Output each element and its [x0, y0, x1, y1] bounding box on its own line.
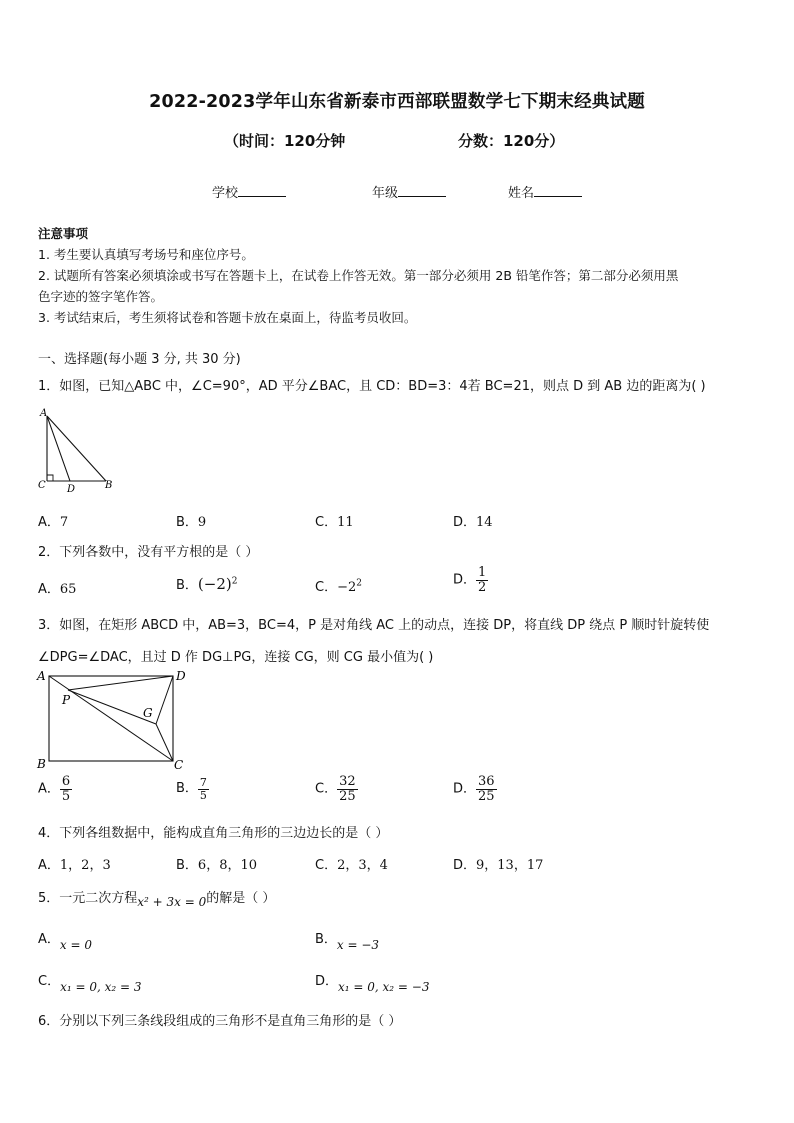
exam-title: 2022-2023学年山东省新泰市西部联盟数学七下期末经典试题	[149, 92, 645, 112]
option-value: 9	[197, 515, 207, 530]
option-value: 1，2，3	[59, 858, 111, 873]
option-value: 65	[59, 582, 77, 597]
exam-time: （时间：120分钟	[224, 132, 346, 150]
question-2-stem: 2．下列各数中，没有平方根的是（ ）	[38, 545, 259, 560]
fraction-denominator: 5	[61, 788, 71, 804]
q5-stem-pre: 5．一元二次方程	[38, 891, 138, 906]
name-field	[508, 182, 582, 201]
notes-heading: 注意事项	[38, 226, 89, 241]
option-label: A．	[38, 781, 60, 797]
name-blank[interactable]	[534, 183, 582, 197]
option-value: 14	[476, 515, 493, 530]
q1-label-b: B	[105, 480, 113, 491]
question-3-stem-line1: 3．如图，在矩形 ABCD 中，AB=3，BC=4，P 是对角线 AC 上的动点，连接 DP，将直线 DP 绕点 P 顺时针旋转使	[38, 618, 710, 633]
fraction-numerator: 1	[478, 565, 487, 580]
option-label: A．	[38, 515, 60, 530]
q1-option-d[interactable]	[453, 511, 493, 530]
q3-label-c: C	[174, 758, 184, 772]
q1-option-a[interactable]	[38, 511, 68, 530]
q4-option-b[interactable]	[176, 854, 257, 873]
q3-label-a: A	[37, 669, 46, 683]
option-label: A．	[38, 582, 60, 597]
grade-field	[372, 182, 446, 201]
option-label: C．	[38, 974, 61, 989]
fraction-denominator: 2	[478, 579, 487, 595]
fraction-denominator: 25	[478, 788, 495, 804]
notes-item: 3. 考试结束后，考生须将试卷和答题卡放在桌面上，待监考员收回。	[38, 310, 417, 325]
q3-option-c[interactable]	[315, 775, 358, 803]
option-value: 2，3，4	[337, 858, 388, 873]
option-label: D．	[453, 515, 477, 530]
q3-rectangle-figure	[34, 666, 194, 774]
option-label: C．	[315, 858, 338, 873]
q5-option-b[interactable]	[315, 928, 380, 952]
question-3-stem-line2: ∠DPG=∠DAC，且过 D 作 DG⊥PG，连接 CG，则 CG 最小值为( )	[38, 650, 434, 665]
option-fraction	[198, 777, 209, 801]
q4-option-d[interactable]	[453, 854, 543, 873]
q5-option-d[interactable]	[315, 970, 430, 994]
option-label: C．	[315, 781, 338, 797]
option-value: x = 0	[59, 938, 92, 952]
grade-label: 年级	[372, 186, 399, 201]
option-label: D．	[453, 858, 477, 873]
school-blank[interactable]	[238, 183, 286, 197]
q5-stem-post: 的解是（ ）	[206, 891, 276, 906]
notes-item: 1. 考生要认真填写考场号和座位序号。	[38, 247, 254, 262]
q5-equation: x² + 3x = 0	[137, 895, 207, 909]
option-value: 11	[337, 515, 354, 530]
notes-item: 2. 试题所有答案必须填涂或书写在答题卡上，在试卷上作答无效。第一部分必须用 2B 铅笔作答；第二部分必须用黑	[38, 268, 679, 283]
grade-blank[interactable]	[398, 183, 446, 197]
q2-option-a[interactable]	[38, 578, 76, 597]
fraction-denominator: 25	[339, 788, 356, 804]
option-exponent: 2	[356, 578, 362, 589]
q1-label-a: A	[40, 408, 48, 419]
q5-option-a[interactable]	[38, 928, 92, 952]
option-label: A．	[38, 858, 60, 873]
q4-option-a[interactable]	[38, 854, 111, 873]
question-5-stem	[38, 887, 276, 909]
q3-label-g: G	[143, 706, 153, 720]
school-field	[212, 182, 286, 201]
option-value: x = −3	[336, 938, 380, 952]
option-fraction	[476, 566, 488, 594]
q2-option-d[interactable]	[453, 566, 488, 594]
option-fraction	[337, 775, 358, 803]
q2-option-c[interactable]	[315, 576, 362, 595]
option-fraction	[60, 775, 72, 803]
option-exponent: 2	[231, 576, 238, 587]
option-value: 9，13，17	[476, 858, 544, 873]
q2-option-b[interactable]	[176, 574, 237, 593]
fraction-numerator: 7	[199, 776, 207, 789]
option-label: B．	[176, 781, 198, 797]
q1-label-d: D	[67, 484, 76, 495]
option-label: A．	[38, 932, 60, 947]
q3-option-d[interactable]	[453, 775, 497, 803]
option-label: B．	[315, 932, 337, 947]
option-label: D．	[453, 781, 477, 797]
q3-label-d: D	[176, 669, 186, 683]
q5-option-c[interactable]	[38, 970, 142, 994]
exam-score: 分数：120分）	[458, 132, 565, 150]
fraction-numerator: 6	[61, 774, 71, 789]
option-value: 7	[59, 515, 69, 530]
fraction-denominator: 5	[199, 788, 207, 802]
notes-item: 色字迹的签字笔作答。	[38, 289, 164, 304]
fraction-numerator: 36	[478, 774, 495, 789]
option-value: x₁ = 0, x₂ = 3	[60, 980, 142, 994]
option-fraction	[476, 775, 497, 803]
q3-option-a[interactable]	[38, 775, 72, 803]
q3-option-b[interactable]	[176, 777, 209, 801]
q1-option-b[interactable]	[176, 511, 206, 530]
option-label: B．	[176, 515, 198, 530]
name-label: 姓名	[508, 186, 535, 201]
option-label: B．	[176, 578, 198, 593]
q4-option-c[interactable]	[315, 854, 388, 873]
option-base: (−2)	[197, 575, 232, 593]
question-1-stem: 1．如图，已知△ABC 中，∠C=90°，AD 平分∠BAC，且 CD：BD=3：4若 BC=21，则点 D 到 AB 边的距离为( )	[38, 379, 706, 394]
option-label: C．	[315, 515, 338, 530]
q1-option-c[interactable]	[315, 511, 354, 530]
q3-label-p: P	[62, 693, 71, 707]
q3-label-b: B	[37, 757, 46, 771]
option-label: B．	[176, 858, 198, 873]
question-4-stem: 4．下列各组数据中，能构成直角三角形的三边边长的是（ ）	[38, 826, 389, 841]
option-label: C．	[315, 580, 338, 595]
q1-triangle-figure	[36, 404, 116, 496]
section-heading: 一、选择题(每小题 3 分, 共 30 分)	[38, 352, 241, 367]
question-6-stem: 6．分别以下列三条线段组成的三角形不是直角三角形的是（ ）	[38, 1014, 402, 1029]
q1-label-c: C	[38, 480, 46, 491]
option-base: −2	[337, 580, 357, 595]
option-value: 6，8，10	[197, 858, 258, 873]
option-label: D．	[453, 572, 477, 588]
option-value: x₁ = 0, x₂ = −3	[338, 980, 430, 994]
school-label: 学校	[212, 186, 239, 201]
option-label: D．	[315, 974, 339, 989]
fraction-numerator: 32	[339, 774, 356, 789]
